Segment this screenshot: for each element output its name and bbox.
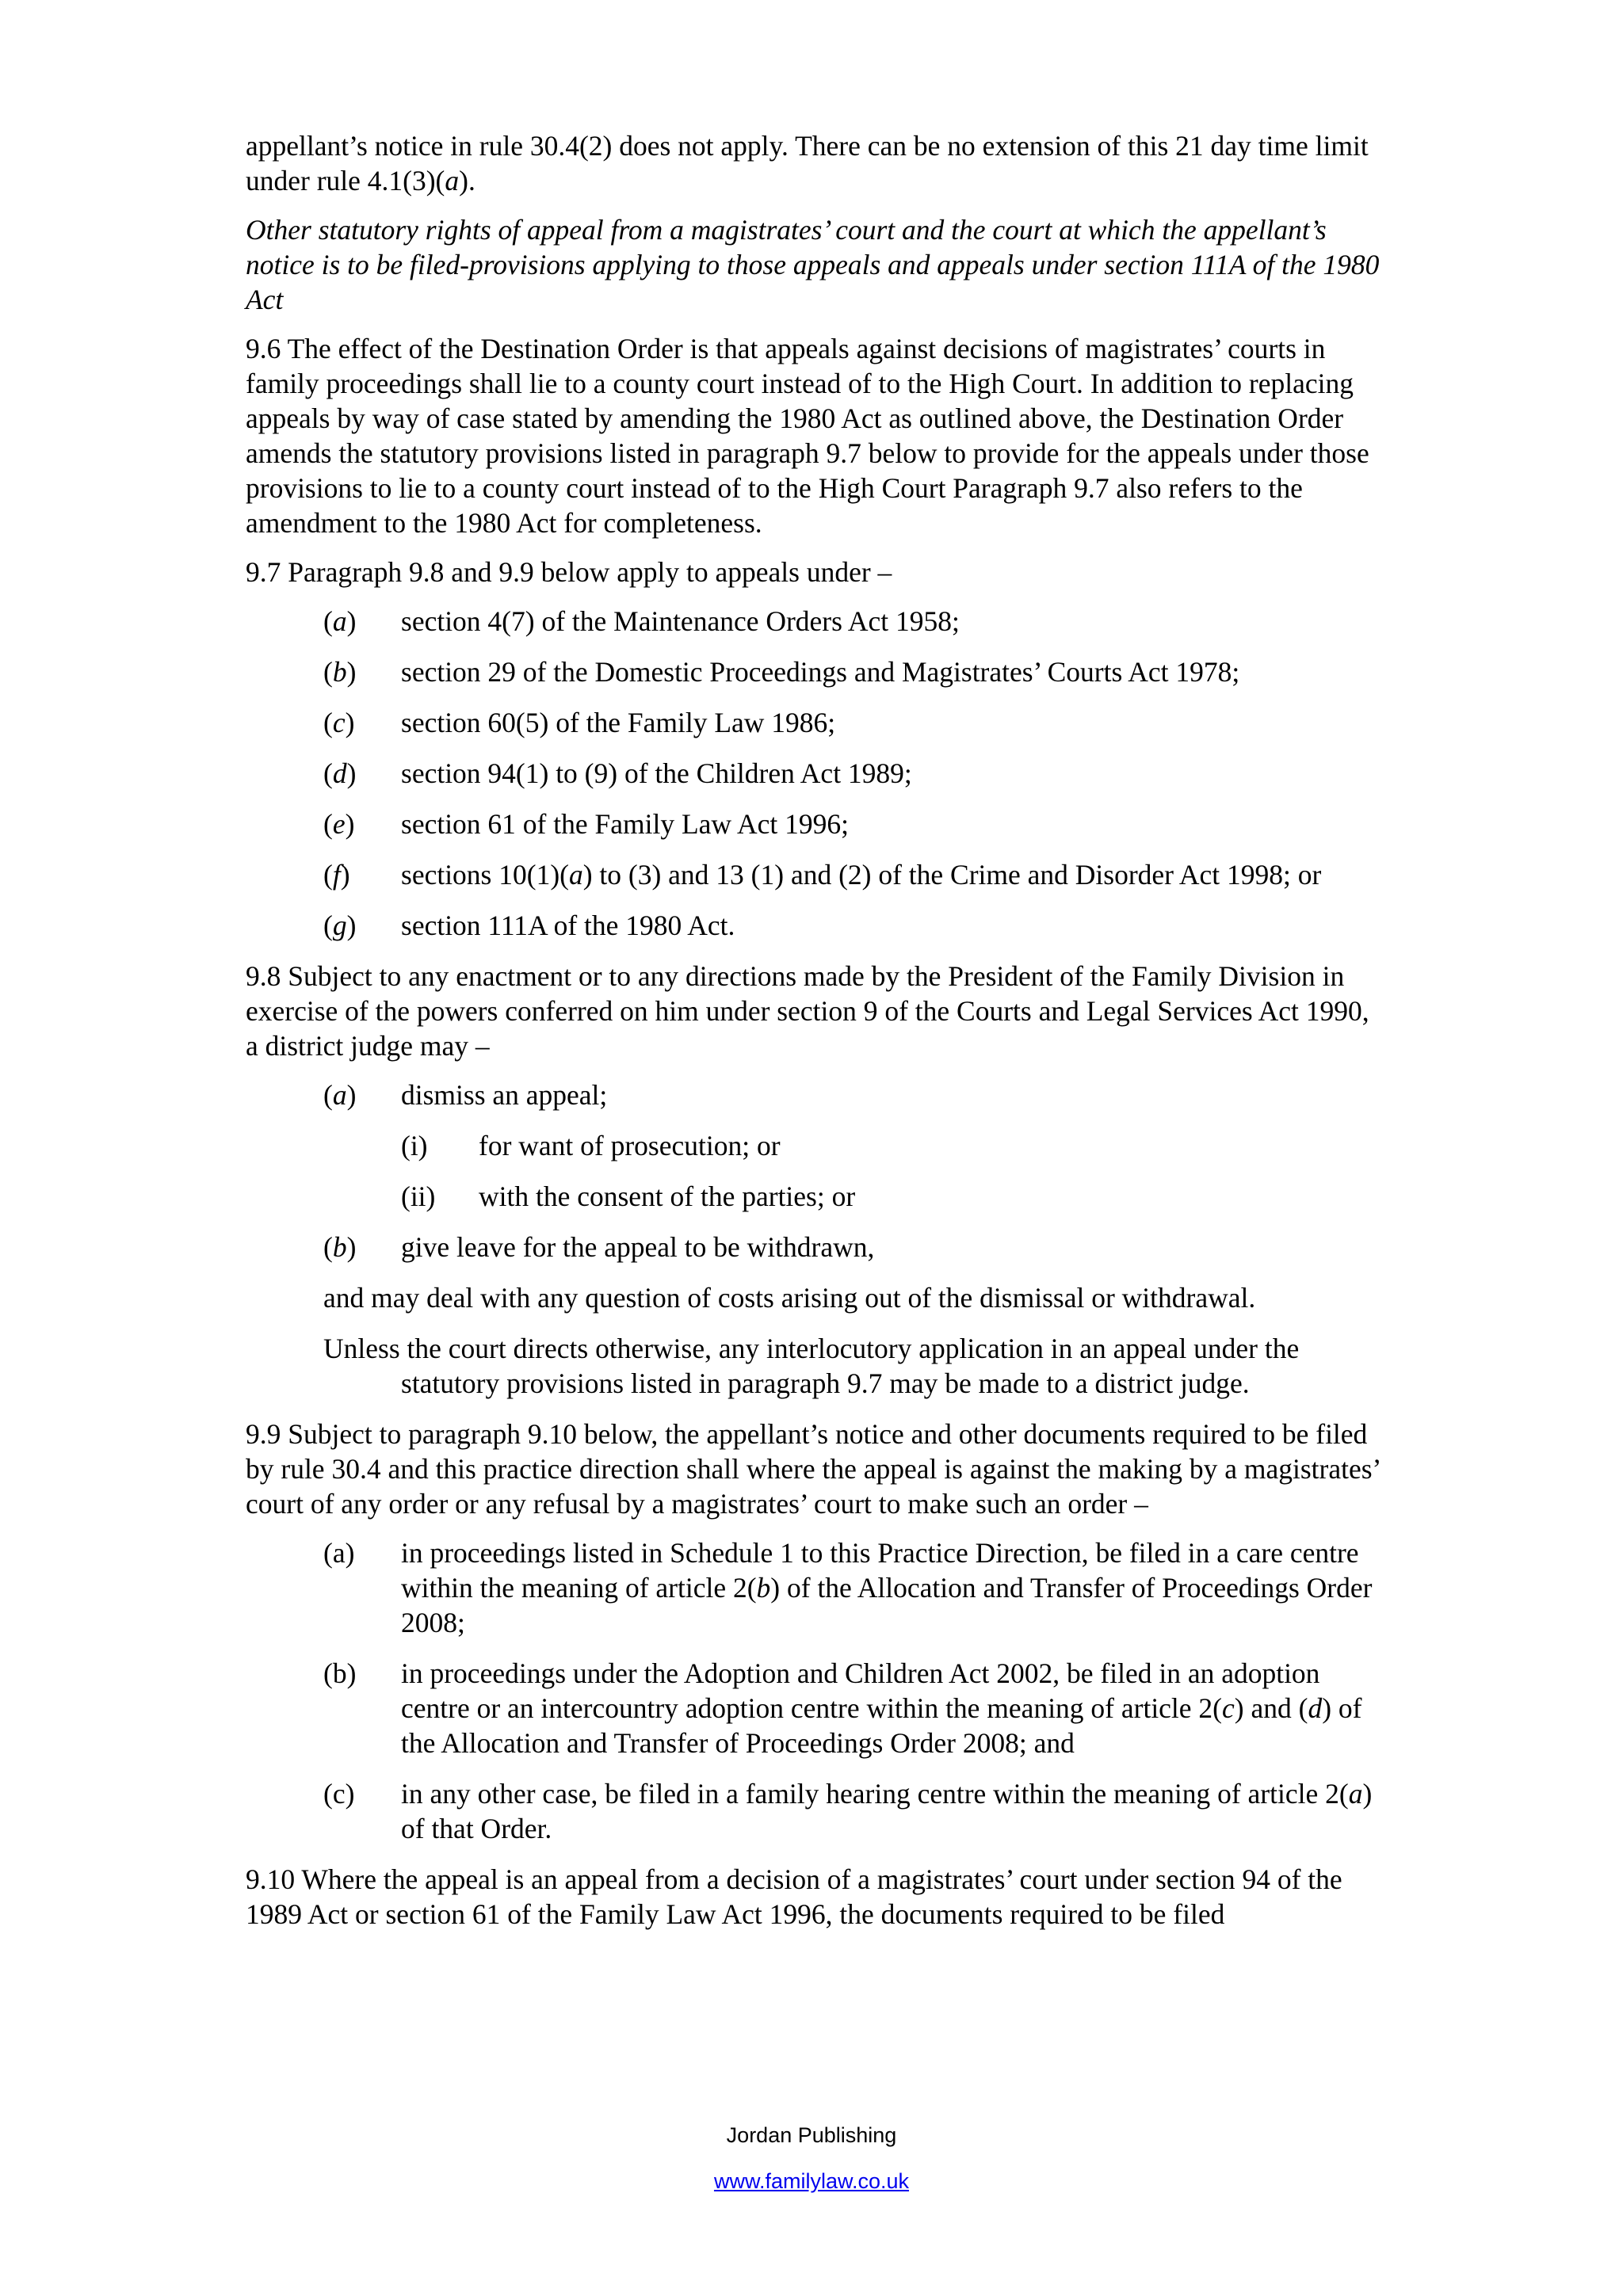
list-item [323,807,1387,841]
interlocutory-text: Unless the court directs otherwise, any interlocutory application in an appeal under the statutory provisions listed in paragraph 9.7 may be made to a district judge. [323,1333,1300,1399]
list-item-label: (c) [323,1778,355,1810]
list-item-text: section 4(7) of the Maintenance Orders Act 1958; [401,605,960,637]
costs-text: and may deal with any question of costs arising out of the dismissal or withdrawal. [323,1282,1256,1314]
list-item-text: in proceedings listed in Schedule 1 to this Practice Direction, be filed in a care centre within the meaning of article 2(b) of the Allocation and Transfer of Proceedings Order 2008; [401,1537,1373,1638]
list-item [323,756,1387,791]
opening-text: appellant’s notice in rule 30.4(2) does not apply. There can be no extension of this 21 day time limit under rule 4.1(3)( [246,130,1369,196]
paragraph-9-6: 9.6 The effect of the Destination Order is that appeals against decisions of magistrates’ courts in family proceedings shall lie to a county court instead of to the High Court. In addition to replacing appeals by way of case stated by amending the 1980 Act as outlined above, the Destination Order amends the statutory provisions listed in paragraph 9.7 below to provide for the appeals under those provisions to lie to a county court instead of to the High Court Paragraph 9.7 also refers to the amendment to the 1980 Act for completeness. [246,333,1369,539]
list-item-label: (e) [323,808,355,840]
list-item-label: (b) [323,1657,357,1689]
paragraph-9-10: 9.10 Where the appeal is an appeal from a decision of a magistrates’ court under section 94 of the 1989 Act or section 61 of the Family Law Act 1996, the documents required to be filed [246,1863,1342,1930]
opening-text-end: ). [459,165,475,196]
sub-list-item-label: (ii) [401,1180,436,1212]
footer-publisher: Jordan Publishing [726,2123,897,2147]
list-item [323,1230,1387,1264]
list-item-text: sections 10(1)(a) to (3) and 13 (1) and (2) of the Crime and Disorder Act 1998; or [401,859,1322,891]
list-item-label: (a) [323,1537,355,1569]
list-item-text: section 60(5) of the Family Law 1986; [401,707,836,738]
list-item-text: in any other case, be filed in a family hearing centre within the meaning of article 2(a) of that Order. [401,1778,1373,1844]
sub-list-item [401,1128,1387,1163]
opening-italic: a [445,165,460,196]
list-item [323,705,1387,740]
sub-list-item-label: (i) [401,1130,428,1161]
list-item-label: (c) [323,707,355,738]
list-item [323,908,1387,943]
paragraph-9-8-intro: 9.8 Subject to any enactment or to any directions made by the President of the Family Division in exercise of the powers conferred on him under section 9 of the Courts and Legal Services Act 1990, a district judge may – [246,960,1369,1062]
list-item [323,1077,1387,1112]
paragraph-9-7-intro: 9.7 Paragraph 9.8 and 9.9 below apply to appeals under – [246,556,892,588]
footer-url[interactable] [0,2169,1623,2194]
list-item [323,654,1387,689]
list-item-label: (f) [323,859,350,891]
section-heading: Other statutory rights of appeal from a magistrates’ court and the court at which the appellant’s notice is to be filed-provisions applying to those appeals and appeals under section 111A of the 1980 Act [246,214,1380,315]
list-item-text: dismiss an appeal; [401,1079,608,1111]
list-item-text: section 94(1) to (9) of the Children Act 1989; [401,757,912,789]
list-item [323,857,1387,892]
list-item-label: (a) [323,1079,357,1111]
list-item [323,1535,1387,1640]
list-item-text: in proceedings under the Adoption and Children Act 2002, be filed in an adoption centre or an intercountry adoption centre within the meaning of article 2(c) and (d) of the Allocation and Transfer of Proceedings Order 2008; and [401,1657,1362,1759]
list-item-label: (b) [323,656,357,688]
list-item [323,1776,1387,1846]
sub-list-item-text: with the consent of the parties; or [479,1180,856,1212]
sub-list-item-text: for want of prosecution; or [479,1130,781,1161]
list-item-label: (d) [323,757,357,789]
list-item-label: (g) [323,910,357,941]
sub-list-item [401,1179,1387,1214]
footer-link[interactable]: www.familylaw.co.uk [713,2169,910,2193]
list-item-label: (b) [323,1231,357,1263]
list-item [323,1656,1387,1760]
list-item [323,604,1387,639]
list-item-text: section 61 of the Family Law Act 1996; [401,808,849,840]
document-body [246,128,1387,1946]
list-item-text: section 29 of the Domestic Proceedings and Magistrates’ Courts Act 1978; [401,656,1240,688]
list-item-text: section 111A of the 1980 Act. [401,910,735,941]
opening-paragraph [246,128,1387,198]
list-item-text: give leave for the appeal to be withdrawn, [401,1231,875,1263]
list-item-label: (a) [323,605,357,637]
paragraph-9-9-intro: 9.9 Subject to paragraph 9.10 below, the appellant’s notice and other documents required to be filed by rule 30.4 and this practice direction shall where the appeal is against the making by a magistrates’ court of any order or any refusal by a magistrates’ court to make such an order – [246,1418,1380,1520]
